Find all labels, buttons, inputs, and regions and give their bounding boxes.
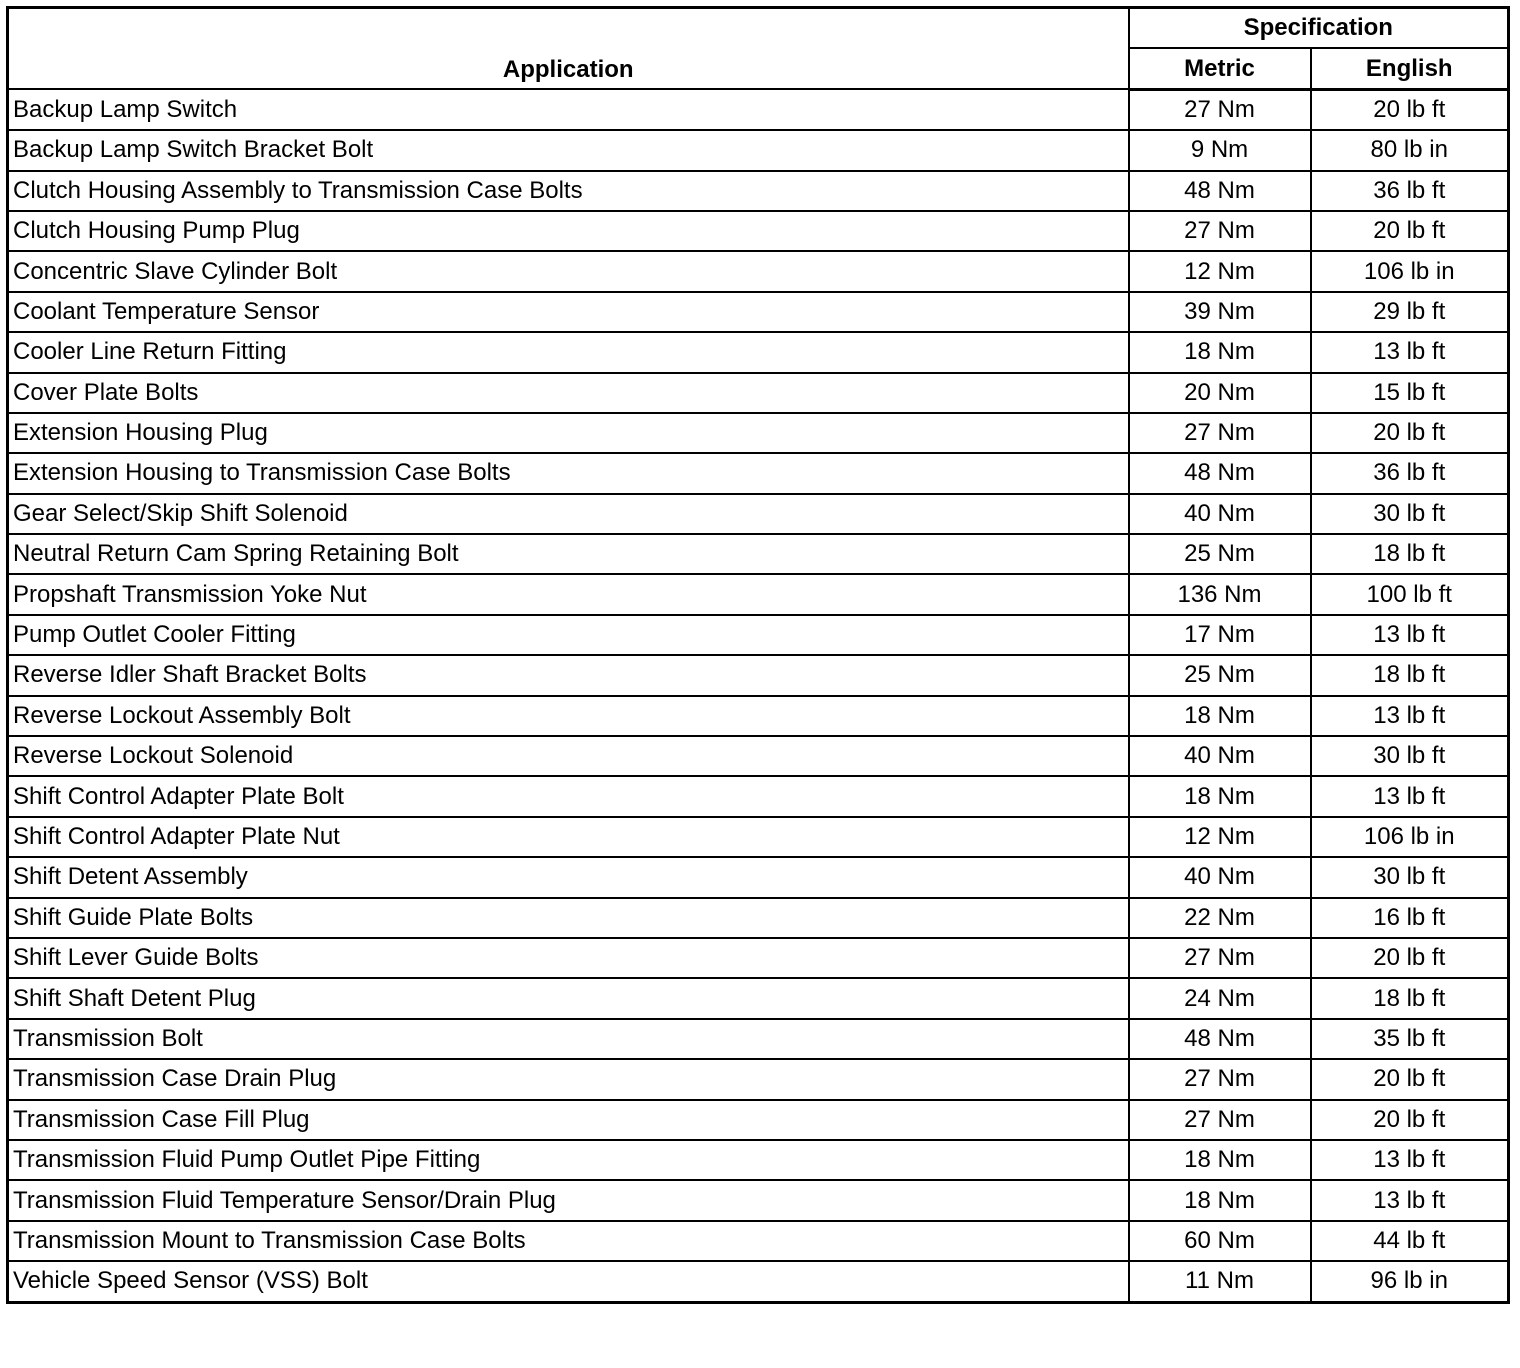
application-cell: Backup Lamp Switch — [8, 89, 1129, 130]
metric-value-cell: 18 Nm — [1129, 1140, 1311, 1180]
application-cell: Neutral Return Cam Spring Retaining Bolt — [8, 534, 1129, 574]
torque-specification-table — [6, 6, 1510, 1304]
metric-value-cell: 18 Nm — [1129, 1180, 1311, 1220]
table-row — [8, 251, 1509, 291]
table-row — [8, 978, 1509, 1018]
application-cell: Transmission Bolt — [8, 1019, 1129, 1059]
metric-value-cell: 27 Nm — [1129, 413, 1311, 453]
english-value-cell: 16 lb ft — [1311, 898, 1509, 938]
application-cell: Extension Housing to Transmission Case Bolts — [8, 453, 1129, 493]
table-row — [8, 857, 1509, 897]
application-cell: Shift Detent Assembly — [8, 857, 1129, 897]
application-cell: Pump Outlet Cooler Fitting — [8, 615, 1129, 655]
application-cell: Transmission Fluid Pump Outlet Pipe Fitting — [8, 1140, 1129, 1180]
application-cell: Gear Select/Skip Shift Solenoid — [8, 494, 1129, 534]
english-value-cell: 20 lb ft — [1311, 89, 1509, 130]
english-value-cell: 13 lb ft — [1311, 1140, 1509, 1180]
application-column-header: Application — [8, 8, 1129, 90]
table-row — [8, 373, 1509, 413]
metric-value-cell: 18 Nm — [1129, 696, 1311, 736]
table-row — [8, 1261, 1509, 1302]
metric-value-cell: 48 Nm — [1129, 453, 1311, 493]
english-value-cell: 29 lb ft — [1311, 292, 1509, 332]
table-row — [8, 696, 1509, 736]
table-row — [8, 898, 1509, 938]
english-value-cell: 44 lb ft — [1311, 1221, 1509, 1261]
metric-value-cell: 40 Nm — [1129, 857, 1311, 897]
metric-value-cell: 25 Nm — [1129, 534, 1311, 574]
application-cell: Vehicle Speed Sensor (VSS) Bolt — [8, 1261, 1129, 1302]
metric-value-cell: 39 Nm — [1129, 292, 1311, 332]
table-row — [8, 130, 1509, 170]
metric-value-cell: 27 Nm — [1129, 1059, 1311, 1099]
application-cell: Extension Housing Plug — [8, 413, 1129, 453]
application-cell: Backup Lamp Switch Bracket Bolt — [8, 130, 1129, 170]
english-value-cell: 35 lb ft — [1311, 1019, 1509, 1059]
table-row — [8, 1100, 1509, 1140]
application-cell: Reverse Idler Shaft Bracket Bolts — [8, 655, 1129, 695]
application-cell: Shift Control Adapter Plate Nut — [8, 817, 1129, 857]
english-column-header: English — [1311, 48, 1509, 89]
application-cell: Propshaft Transmission Yoke Nut — [8, 574, 1129, 614]
english-value-cell: 20 lb ft — [1311, 211, 1509, 251]
english-value-cell: 36 lb ft — [1311, 453, 1509, 493]
english-value-cell: 100 lb ft — [1311, 574, 1509, 614]
metric-value-cell: 40 Nm — [1129, 494, 1311, 534]
table-row — [8, 938, 1509, 978]
table-row — [8, 615, 1509, 655]
metric-value-cell: 25 Nm — [1129, 655, 1311, 695]
application-cell: Transmission Mount to Transmission Case Bolts — [8, 1221, 1129, 1261]
application-cell: Clutch Housing Assembly to Transmission Case Bolts — [8, 171, 1129, 211]
table-header — [8, 8, 1509, 90]
english-value-cell: 30 lb ft — [1311, 494, 1509, 534]
english-value-cell: 30 lb ft — [1311, 736, 1509, 776]
table-row — [8, 494, 1509, 534]
table-row — [8, 332, 1509, 372]
english-value-cell: 13 lb ft — [1311, 776, 1509, 816]
english-value-cell: 18 lb ft — [1311, 978, 1509, 1018]
metric-value-cell: 27 Nm — [1129, 938, 1311, 978]
metric-value-cell: 22 Nm — [1129, 898, 1311, 938]
table-row — [8, 534, 1509, 574]
metric-value-cell: 27 Nm — [1129, 1100, 1311, 1140]
table-row — [8, 413, 1509, 453]
application-cell: Reverse Lockout Solenoid — [8, 736, 1129, 776]
english-value-cell: 13 lb ft — [1311, 696, 1509, 736]
english-value-cell: 15 lb ft — [1311, 373, 1509, 413]
metric-value-cell: 12 Nm — [1129, 251, 1311, 291]
metric-value-cell: 11 Nm — [1129, 1261, 1311, 1302]
metric-value-cell: 60 Nm — [1129, 1221, 1311, 1261]
table-row — [8, 292, 1509, 332]
metric-value-cell: 18 Nm — [1129, 776, 1311, 816]
metric-column-header: Metric — [1129, 48, 1311, 89]
metric-value-cell: 48 Nm — [1129, 1019, 1311, 1059]
table-row — [8, 211, 1509, 251]
application-cell: Transmission Case Fill Plug — [8, 1100, 1129, 1140]
header-row-top — [8, 8, 1509, 49]
table-row — [8, 574, 1509, 614]
application-cell: Shift Lever Guide Bolts — [8, 938, 1129, 978]
table-row — [8, 776, 1509, 816]
table-row — [8, 655, 1509, 695]
application-cell: Cooler Line Return Fitting — [8, 332, 1129, 372]
metric-value-cell: 20 Nm — [1129, 373, 1311, 413]
english-value-cell: 96 lb in — [1311, 1261, 1509, 1302]
metric-value-cell: 136 Nm — [1129, 574, 1311, 614]
table-row — [8, 1019, 1509, 1059]
metric-value-cell: 40 Nm — [1129, 736, 1311, 776]
table-row — [8, 1221, 1509, 1261]
table-row — [8, 453, 1509, 493]
application-cell: Transmission Fluid Temperature Sensor/Drain Plug — [8, 1180, 1129, 1220]
application-cell: Transmission Case Drain Plug — [8, 1059, 1129, 1099]
english-value-cell: 30 lb ft — [1311, 857, 1509, 897]
metric-value-cell: 12 Nm — [1129, 817, 1311, 857]
english-value-cell: 20 lb ft — [1311, 413, 1509, 453]
english-value-cell: 13 lb ft — [1311, 615, 1509, 655]
english-value-cell: 18 lb ft — [1311, 534, 1509, 574]
english-value-cell: 36 lb ft — [1311, 171, 1509, 211]
english-value-cell: 18 lb ft — [1311, 655, 1509, 695]
table-row — [8, 1180, 1509, 1220]
table-row — [8, 817, 1509, 857]
application-cell: Coolant Temperature Sensor — [8, 292, 1129, 332]
application-cell: Shift Guide Plate Bolts — [8, 898, 1129, 938]
metric-value-cell: 27 Nm — [1129, 89, 1311, 130]
english-value-cell: 80 lb in — [1311, 130, 1509, 170]
table-row — [8, 89, 1509, 130]
application-cell: Shift Control Adapter Plate Bolt — [8, 776, 1129, 816]
metric-value-cell: 27 Nm — [1129, 211, 1311, 251]
english-value-cell: 106 lb in — [1311, 817, 1509, 857]
application-cell: Concentric Slave Cylinder Bolt — [8, 251, 1129, 291]
english-value-cell: 20 lb ft — [1311, 1059, 1509, 1099]
metric-value-cell: 17 Nm — [1129, 615, 1311, 655]
table-body — [8, 89, 1509, 1302]
english-value-cell: 13 lb ft — [1311, 332, 1509, 372]
metric-value-cell: 48 Nm — [1129, 171, 1311, 211]
english-value-cell: 20 lb ft — [1311, 1100, 1509, 1140]
application-cell: Cover Plate Bolts — [8, 373, 1129, 413]
application-cell: Shift Shaft Detent Plug — [8, 978, 1129, 1018]
metric-value-cell: 9 Nm — [1129, 130, 1311, 170]
metric-value-cell: 18 Nm — [1129, 332, 1311, 372]
table-row — [8, 1059, 1509, 1099]
table-row — [8, 1140, 1509, 1180]
application-cell: Clutch Housing Pump Plug — [8, 211, 1129, 251]
table-row — [8, 736, 1509, 776]
specification-group-header: Specification — [1129, 8, 1509, 49]
application-cell: Reverse Lockout Assembly Bolt — [8, 696, 1129, 736]
english-value-cell: 13 lb ft — [1311, 1180, 1509, 1220]
english-value-cell: 20 lb ft — [1311, 938, 1509, 978]
table-row — [8, 171, 1509, 211]
metric-value-cell: 24 Nm — [1129, 978, 1311, 1018]
english-value-cell: 106 lb in — [1311, 251, 1509, 291]
